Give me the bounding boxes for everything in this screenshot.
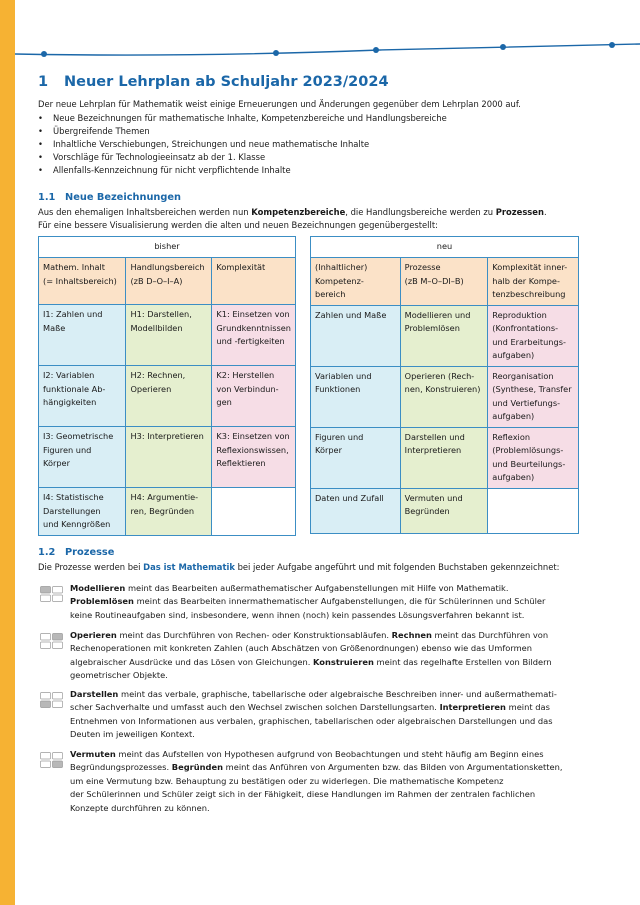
section-1-1-heading: 1.1 Neue Bezeichnungen <box>38 192 182 203</box>
bullet-dot: • <box>38 152 43 162</box>
bullet-item <box>38 151 265 164</box>
section-1-2-intro: Die Prozesse werden bei Das ist Mathematik bei jeder Aufgabe angeführt und mit folgenden Buchstaben gekennzeichnet: <box>38 562 560 572</box>
table-cell <box>488 488 579 533</box>
process-line <box>70 775 610 788</box>
process-text: geometrischer Objekte. <box>70 670 168 681</box>
section-1-1-line2: Für eine bessere Visualisierung werden die alten und neuen Bezeichnungen gegenübergestellt: <box>38 220 438 230</box>
bullet-dot: • <box>38 139 43 149</box>
process-grid-icon-B <box>40 752 63 768</box>
bullet-dot: • <box>38 126 43 136</box>
process-text: meint das <box>505 702 550 713</box>
bullet-item <box>38 164 291 177</box>
process-line <box>70 802 610 815</box>
process-term: Vermuten <box>70 749 116 759</box>
table-cell: Komplexität <box>212 258 296 305</box>
process-term: Darstellen <box>70 689 119 699</box>
bullet-dot: • <box>38 113 43 123</box>
table-cell: K1: Einsetzen von Grundkenntnissen und -fertigkeiten <box>212 305 296 366</box>
process-term: Rechnen <box>391 630 432 640</box>
table-cell: K3: Einsetzen von Reflexionswissen, Reflektieren <box>212 427 296 488</box>
process-line <box>70 788 610 801</box>
table-row <box>39 488 296 536</box>
table-header: bisher <box>39 237 296 258</box>
table-cell: Komplexität inner- halb der Kompe- tenzbeschreibung <box>488 258 579 306</box>
process-text: Begründungsprozesses. <box>70 762 172 773</box>
table-cell: I4: Statistische Darstellungen und Kenngrößen <box>39 488 126 536</box>
process-term: Problemlösen <box>70 596 134 607</box>
table-cell: Modellieren und Problemlösen <box>400 305 488 366</box>
table-cell: H1: Darstellen, Modellbilden <box>126 305 212 366</box>
process-text: scher Sachverhalte und umfasst auch den Wechsel zwischen solchen Darstellungsarten. <box>70 702 440 713</box>
table-cell: K2: Herstellen von Verbindun- gen <box>212 366 296 427</box>
table-row <box>39 258 296 305</box>
process-description <box>70 629 610 683</box>
process-term: Modellieren <box>70 583 126 593</box>
process-line <box>70 761 610 774</box>
process-text: meint das Bearbeiten innermathematischer Aufgabenstellungen, die für Schülerinnen und Schüler <box>133 596 546 607</box>
process-term: Begründen <box>171 762 224 773</box>
process-text: meint das regelhafte Erstellen von Bildern <box>373 656 552 667</box>
table-cell: I3: Geometrische Figuren und Körper <box>39 427 126 488</box>
table-cell: I1: Zahlen und Maße <box>39 305 126 366</box>
table-cell: Daten und Zufall <box>311 488 401 533</box>
process-line <box>70 609 610 622</box>
process-grid-icon-M <box>40 586 63 602</box>
process-text: meint das Anführen von Argumenten bzw. das Bilden von Argumentationsketten, <box>223 762 563 773</box>
bullet-text: Übergreifende Themen <box>53 126 150 136</box>
process-grid-icon-O <box>40 633 63 649</box>
process-text: der Schülerinnen und Schüler zeigt sich in der Fähigkeit, diese Handlungen im Rahmen der zentralen fachlichen <box>70 789 536 800</box>
process-line <box>70 642 610 655</box>
table-cell: Vermuten und Begründen <box>400 488 488 533</box>
process-text: Deuten im jeweiligen Kontext. <box>70 729 195 740</box>
section-1-2-heading: 1.2 Prozesse <box>38 547 115 558</box>
process-line <box>70 688 610 701</box>
table-new-designations <box>310 236 579 534</box>
bullet-item <box>38 138 369 151</box>
process-text: meint das Durchführen von <box>431 630 549 640</box>
process-text: um eine Vermutung bzw. Behauptung zu bestätigen oder zu widerlegen. Die mathematische Kompetenz <box>70 775 504 786</box>
table-cell: Reflexion (Problemlösungs- und Beurteilungs- aufgaben) <box>488 427 579 488</box>
process-line <box>70 701 610 714</box>
table-cell: Variablen und Funktionen <box>311 366 401 427</box>
table-row <box>39 427 296 488</box>
process-line <box>70 595 610 608</box>
bullet-text: Inhaltliche Verschiebungen, Streichungen und neue mathematische Inhalte <box>53 139 370 149</box>
bullet-item <box>38 125 150 138</box>
process-description <box>70 582 610 622</box>
table-cell: Figuren und Körper <box>311 427 401 488</box>
process-text: Rechenoperationen mit konkreten Zahlen (auch Abschätzen von Größenordnungen) ebenso wie das Umformen <box>70 643 533 654</box>
table-cell: Reproduktion (Konfrontations- und Erarbeitungs- aufgaben) <box>488 305 579 366</box>
process-term: Operieren <box>70 630 117 640</box>
orange-sidebar-stripe <box>0 0 15 905</box>
table-cell: Darstellen und Interpretieren <box>400 427 488 488</box>
table-cell: (Inhaltlicher) Kompetenz- bereich <box>311 258 401 306</box>
table-cell: H2: Rechnen, Operieren <box>126 366 212 427</box>
table-row <box>311 427 579 488</box>
bullet-text: Vorschläge für Technologieeinsatz ab der 1. Klasse <box>53 152 266 162</box>
section-1-1-line1: Aus den ehemaligen Inhaltsbereichen werden nun Kompetenzbereiche, die Handlungsbereiche werden zu Prozessen. <box>38 207 547 217</box>
table-cell: Reorganisation (Synthese, Transfer und Vertiefungs- aufgaben) <box>488 366 579 427</box>
table-row <box>311 488 579 533</box>
table-cell: H4: Argumentie- ren, Begründen <box>126 488 212 536</box>
table-cell: I2: Variablen funktionale Ab- hängigkeiten <box>39 366 126 427</box>
table-old-designations <box>38 236 296 536</box>
process-term: Interpretieren <box>439 702 506 713</box>
process-text: meint das Durchführen von Rechen- oder Konstruktionsabläufen. <box>116 630 392 640</box>
table-cell: Prozesse (zB M–O–DI–B) <box>400 258 488 306</box>
process-line <box>70 629 610 642</box>
table-header: neu <box>311 237 579 258</box>
page-title: 1 Neuer Lehrplan ab Schuljahr 2023/2024 <box>38 74 389 90</box>
process-line <box>70 728 610 741</box>
process-line <box>70 669 610 682</box>
decorative-top-line <box>0 0 640 70</box>
process-line <box>70 715 610 728</box>
process-text: meint das verbale, graphische, tabellarische oder algebraische Beschreiben inner- und außermathemati- <box>118 689 557 699</box>
bullet-dot: • <box>38 165 43 175</box>
intro-paragraph: Der neue Lehrplan für Mathematik weist einige Erneuerungen und Änderungen gegenüber dem Lehrplan 2000 auf. <box>38 99 521 109</box>
process-line <box>70 748 610 761</box>
table-cell: H3: Interpretieren <box>126 427 212 488</box>
table-row <box>39 366 296 427</box>
table-cell <box>212 488 296 536</box>
table-cell: Mathem. Inhalt (= Inhaltsbereich) <box>39 258 126 305</box>
process-description <box>70 748 610 815</box>
bullet-text: Neue Bezeichnungen für mathematische Inhalte, Kompetenzbereiche und Handlungsbereiche <box>53 113 447 123</box>
process-term: Konstruieren <box>313 656 374 667</box>
bullet-text: Allenfalls-Kennzeichnung für nicht verpflichtende Inhalte <box>53 165 291 175</box>
process-line <box>70 656 610 669</box>
process-grid-icon-DI <box>40 692 63 708</box>
process-text: algebraischer Ausdrücke und das Lösen von Gleichungen. <box>70 656 314 667</box>
table-row <box>311 305 579 366</box>
process-text: keine Routineaufgaben sind, insbesondere, wenn ihnen (noch) kein passendes Lösungsverfahren bekannt ist. <box>70 609 525 620</box>
process-text: Konzepte durchführen zu können. <box>70 802 210 813</box>
process-line <box>70 582 610 595</box>
table-cell: Handlungsbereich (zB D–O–I–A) <box>126 258 212 305</box>
table-row <box>311 366 579 427</box>
table-cell: Zahlen und Maße <box>311 305 401 366</box>
table-row <box>311 258 579 306</box>
process-text: meint das Aufstellen von Hypothesen aufgrund von Beobachtungen und steht häufig am Beginn eines <box>115 749 544 759</box>
process-text: Entnehmen von Informationen aus verbalen, graphischen, tabellarischen oder algebraischen Darstellungen und das <box>70 715 553 726</box>
table-cell: Operieren (Rech- nen, Konstruieren) <box>400 366 488 427</box>
bullet-item <box>38 112 447 125</box>
table-row <box>39 305 296 366</box>
process-description <box>70 688 610 742</box>
process-text: meint das Bearbeiten außermathematischer Aufgabenstellungen mit Hilfe von Mathematik. <box>125 583 509 593</box>
